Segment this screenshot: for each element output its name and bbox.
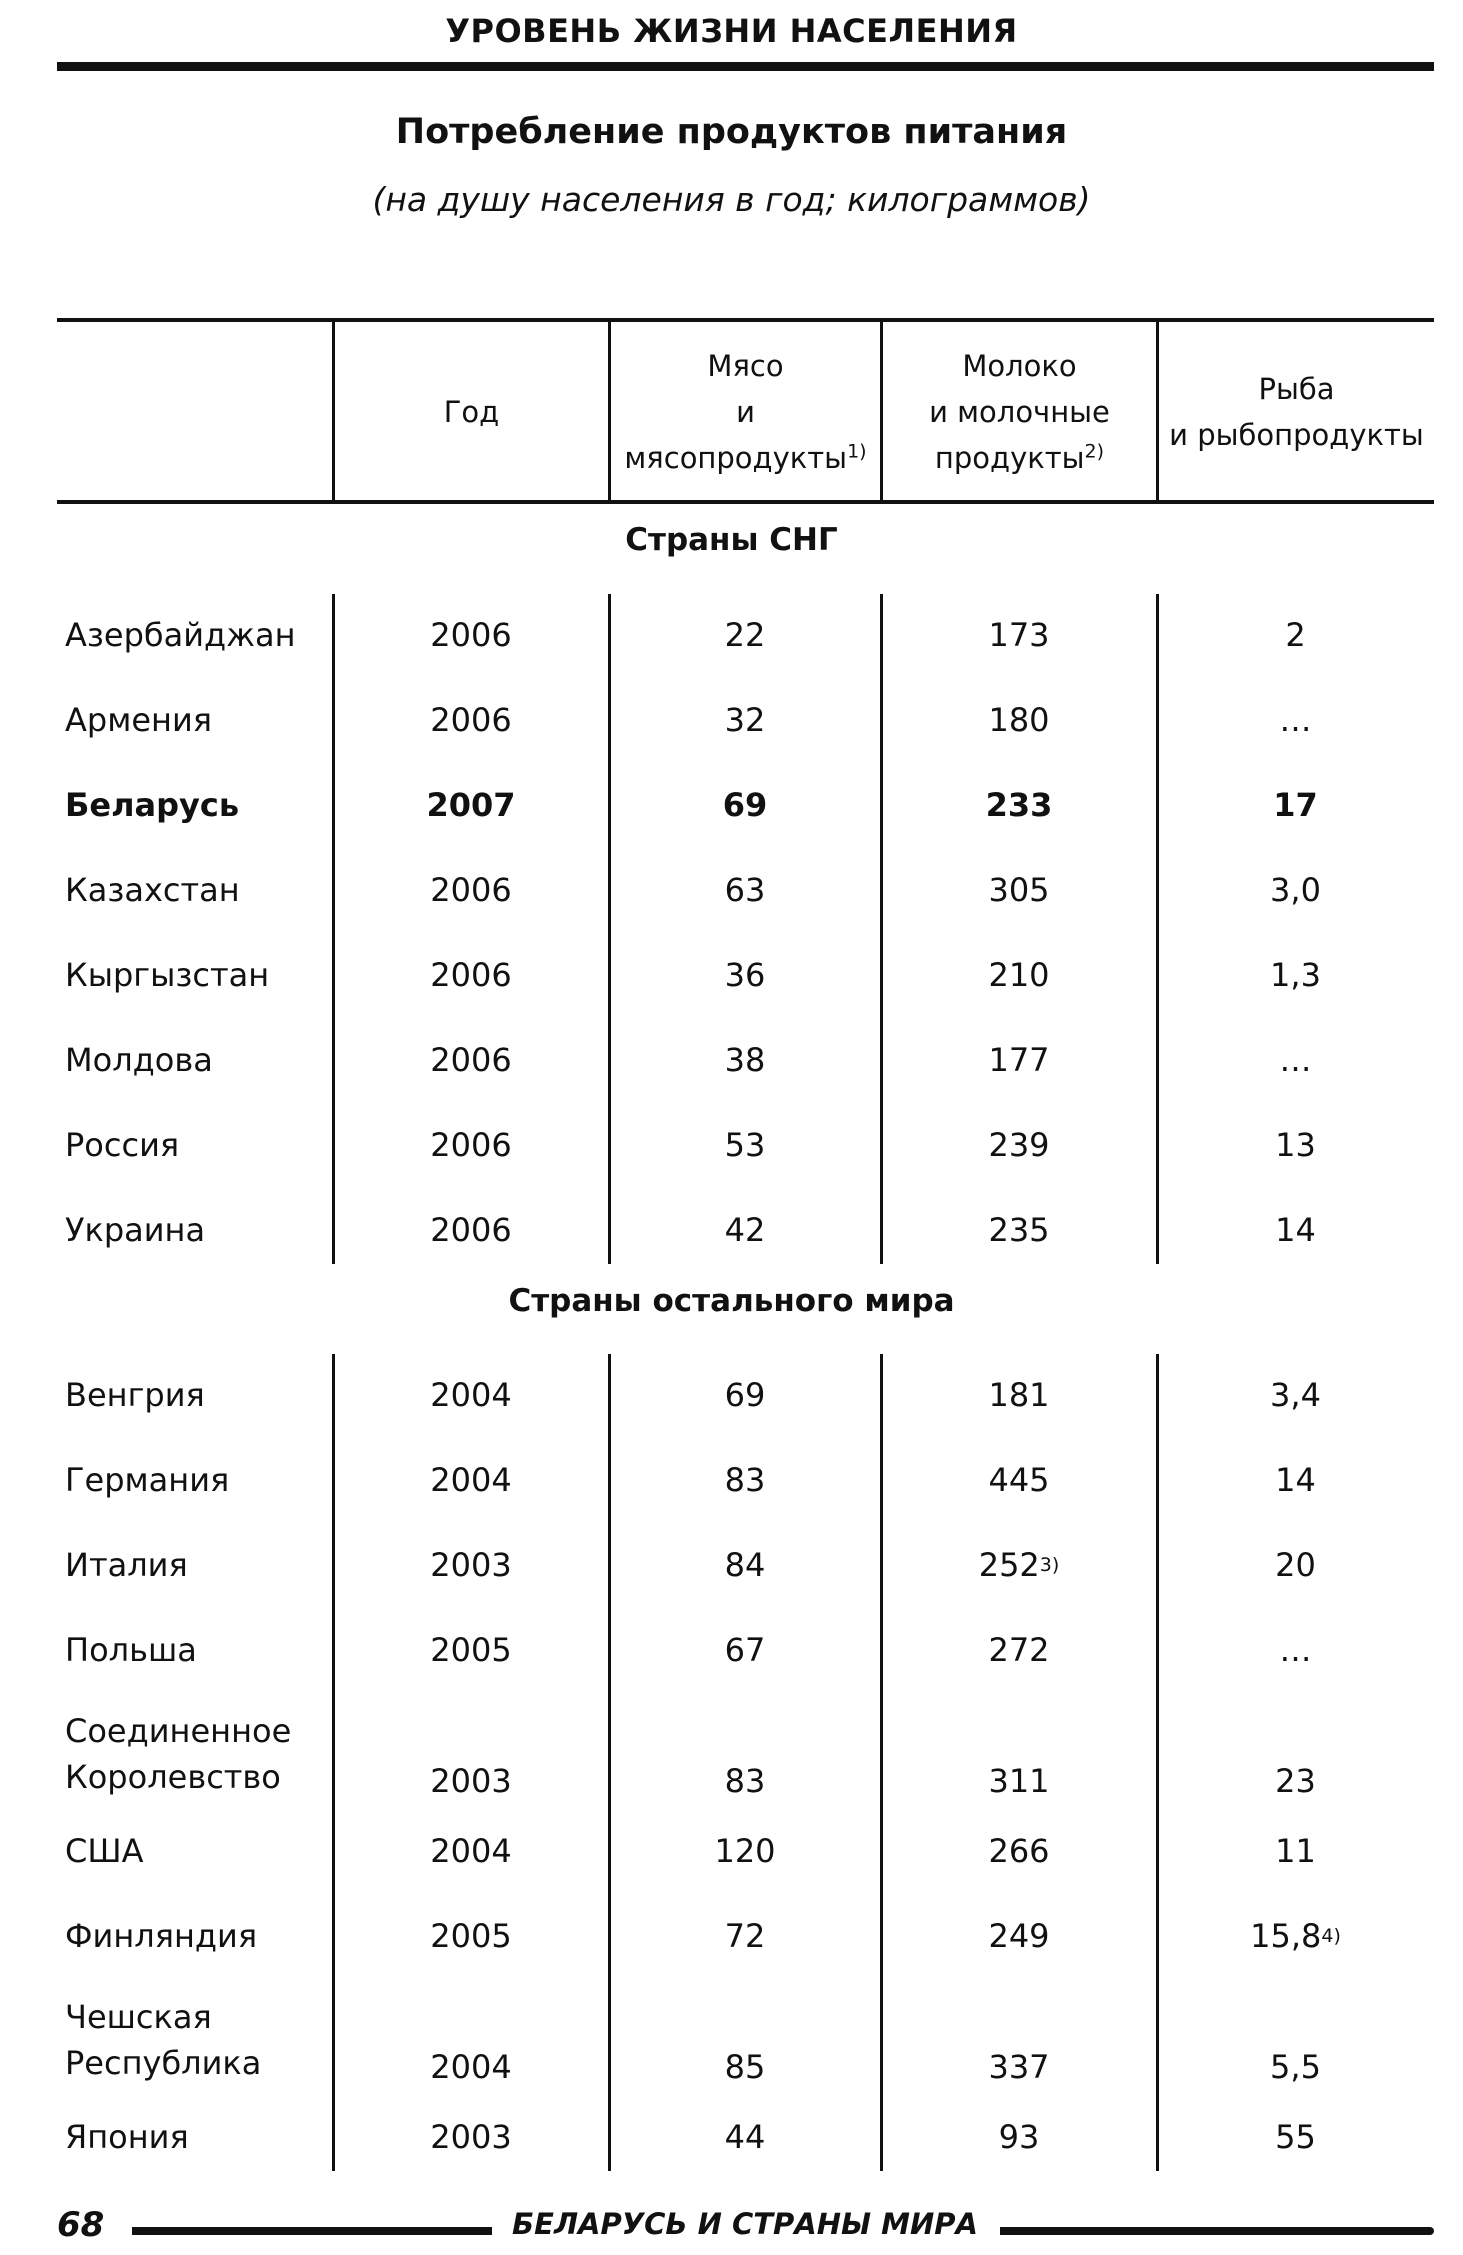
country-cell: Беларусь — [65, 785, 240, 824]
table-row — [57, 847, 1434, 932]
footer-rule — [132, 2227, 492, 2235]
milk-cell: 235 — [988, 1210, 1050, 1249]
table-row — [57, 1607, 1434, 1692]
country-cell: Япония — [65, 2117, 189, 2156]
country-cell: Россия — [65, 1125, 180, 1164]
footnote-marker: 1) — [847, 440, 867, 463]
milk-cell: 311 — [988, 1762, 1050, 1800]
running-head: УРОВЕНЬ ЖИЗНИ НАСЕЛЕНИЯ — [445, 12, 1018, 50]
page-number: 68 — [57, 2205, 105, 2245]
country-cell: США — [65, 1831, 144, 1870]
page-footer — [0, 2205, 1463, 2255]
meat-cell: 83 — [724, 1762, 766, 1800]
header-rule — [57, 62, 1434, 71]
section-title: Страны остального мира — [508, 1283, 955, 1319]
fish-cell: 2 — [1285, 615, 1306, 654]
fish-cell: … — [1279, 1040, 1312, 1079]
year-cell: 2006 — [430, 1210, 512, 1249]
fish-cell: 20 — [1275, 1545, 1316, 1584]
column-divider — [608, 594, 611, 1264]
year-cell: 2007 — [426, 785, 516, 824]
country-cell: Азербайджан — [65, 615, 296, 654]
meat-cell: 72 — [724, 1916, 766, 1955]
fish-cell: … — [1279, 700, 1312, 739]
milk-cell: 93 — [998, 2117, 1040, 2156]
milk-cell: 210 — [988, 955, 1050, 994]
meat-cell: 120 — [714, 1831, 776, 1870]
footer-rule — [1000, 2227, 1434, 2235]
fish-cell: 14 — [1275, 1210, 1316, 1249]
table-row — [57, 932, 1434, 1017]
table-row — [57, 1893, 1434, 1978]
year-cell: 2004 — [430, 1375, 512, 1414]
fish-cell: 13 — [1275, 1125, 1316, 1164]
year-cell: 2003 — [430, 2117, 512, 2156]
fish-cell: 23 — [1275, 1762, 1316, 1800]
year-cell: 2004 — [430, 1460, 512, 1499]
meat-cell: 69 — [722, 785, 768, 824]
country-cell: Армения — [65, 700, 212, 739]
milk-cell: 337 — [988, 2048, 1050, 2086]
meat-cell: 38 — [724, 1040, 766, 1079]
table-row — [57, 1102, 1434, 1187]
meat-cell: 32 — [724, 700, 766, 739]
milk-cell: 305 — [988, 870, 1050, 909]
country-cell: Польша — [65, 1630, 197, 1669]
meat-cell: 42 — [724, 1210, 766, 1249]
year-cell: 2005 — [430, 1630, 512, 1669]
year-cell: 2006 — [430, 1125, 512, 1164]
country-cell: Венгрия — [65, 1375, 205, 1414]
fish-cell: 17 — [1273, 785, 1318, 824]
milk-cell: 239 — [988, 1125, 1050, 1164]
fish-cell: 1,3 — [1270, 955, 1321, 994]
year-cell: 2003 — [430, 1762, 512, 1800]
meat-cell: 22 — [724, 615, 766, 654]
column-header-milk: Молоко и молочные продукты$^{2)}$ — [929, 349, 1110, 475]
column-divider — [608, 1354, 611, 2171]
table-row — [57, 677, 1434, 762]
meat-cell: 83 — [724, 1460, 766, 1499]
column-header-fish: Рыба и рыбопродукты — [1169, 372, 1424, 452]
country-cell: Казахстан — [65, 870, 240, 909]
footnote-marker: 2) — [1084, 440, 1105, 463]
milk-cell: 272 — [988, 1630, 1050, 1669]
column-divider — [1156, 1354, 1159, 2171]
meat-cell: 36 — [724, 955, 766, 994]
meat-cell: 63 — [724, 870, 766, 909]
milk-cell: 252 3) — [978, 1545, 1060, 1584]
fish-cell: … — [1279, 1630, 1312, 1669]
meat-cell: 53 — [724, 1125, 766, 1164]
column-header-year: Год — [443, 395, 500, 429]
table-title: Потребление продуктов питания — [395, 112, 1068, 152]
country-cell: Италия — [65, 1545, 188, 1584]
column-divider — [880, 1354, 883, 2171]
country-cell: Украина — [65, 1210, 206, 1249]
table-row — [57, 1978, 1434, 2094]
table-row — [57, 1187, 1434, 1272]
year-cell: 2004 — [430, 1831, 512, 1870]
year-cell: 2006 — [430, 700, 512, 739]
table-row — [57, 2094, 1434, 2179]
fish-cell: 14 — [1275, 1460, 1316, 1499]
country-cell: Соединенное Королевство — [65, 1712, 292, 1796]
fish-cell: 11 — [1275, 1831, 1316, 1870]
country-cell: Чешская Республика — [65, 1998, 262, 2082]
table-row — [57, 1017, 1434, 1102]
milk-cell: 445 — [988, 1460, 1050, 1499]
country-cell: Молдова — [65, 1040, 213, 1079]
fish-cell: 15,8 4) — [1250, 1916, 1341, 1955]
milk-cell: 266 — [988, 1831, 1050, 1870]
column-divider — [880, 594, 883, 1264]
milk-cell: 181 — [988, 1375, 1050, 1414]
fish-cell: 5,5 — [1270, 2048, 1321, 2086]
fish-cell: 3,4 — [1270, 1375, 1321, 1414]
footer-title: БЕЛАРУСЬ И СТРАНЫ МИРА — [512, 2207, 978, 2241]
milk-cell: 173 — [988, 615, 1050, 654]
table-row — [57, 762, 1434, 847]
country-cell: Германия — [65, 1460, 230, 1499]
table-subtitle: (на душу населения в год; килограммов) — [372, 180, 1091, 219]
table-row — [57, 592, 1434, 677]
table-row — [57, 1522, 1434, 1607]
year-cell: 2005 — [430, 1916, 512, 1955]
table-row — [57, 1352, 1434, 1437]
milk-cell: 249 — [988, 1916, 1050, 1955]
fish-cell: 3,0 — [1270, 870, 1321, 909]
meat-cell: 85 — [724, 2048, 766, 2086]
section-title: Страны СНГ — [625, 522, 838, 558]
year-cell: 2006 — [430, 615, 512, 654]
meat-cell: 84 — [724, 1545, 766, 1584]
year-cell: 2006 — [430, 955, 512, 994]
year-cell: 2004 — [430, 2048, 512, 2086]
column-divider — [332, 1354, 335, 2171]
column-divider — [1156, 594, 1159, 1264]
column-header-meat: Мясо и мясопродукты$^{1)}$ — [624, 349, 867, 475]
table-row — [57, 1437, 1434, 1522]
year-cell: 2003 — [430, 1545, 512, 1584]
country-cell: Финляндия — [65, 1916, 258, 1955]
meat-cell: 69 — [724, 1375, 766, 1414]
meat-cell: 67 — [724, 1630, 766, 1669]
table-row — [57, 1808, 1434, 1893]
year-cell: 2006 — [430, 870, 512, 909]
year-cell: 2006 — [430, 1040, 512, 1079]
milk-cell: 233 — [985, 785, 1053, 824]
milk-cell: 177 — [988, 1040, 1050, 1079]
fish-cell: 55 — [1275, 2117, 1316, 2156]
meat-cell: 44 — [724, 2117, 766, 2156]
country-cell: Кыргызстан — [65, 955, 270, 994]
table-row — [57, 1692, 1434, 1808]
milk-cell: 180 — [988, 700, 1050, 739]
column-divider — [332, 594, 335, 1264]
